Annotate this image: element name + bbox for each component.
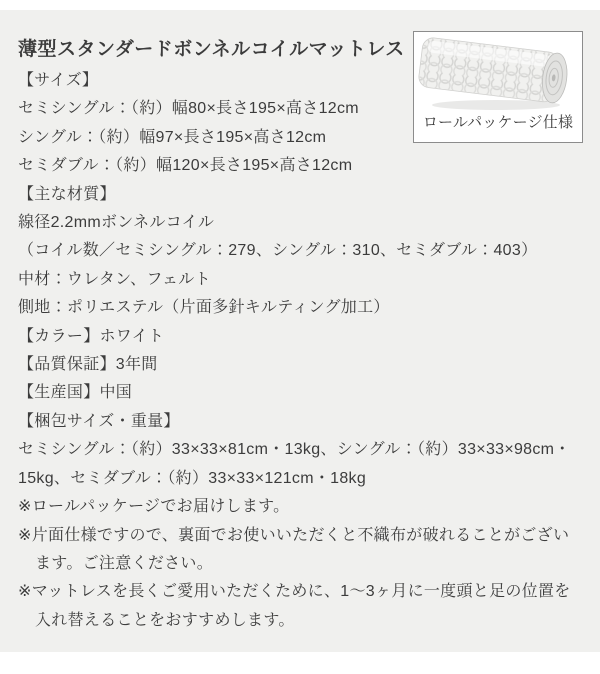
product-title: 薄型スタンダードボンネルコイルマットレス	[18, 39, 405, 60]
spec-line-material-header: 【主な材質】	[18, 185, 116, 203]
spec-line-size-semisingle: セミシングル：（約）幅80×長さ195×高さ12cm	[18, 100, 359, 118]
spec-line-coil: 線径2.2mmボンネルコイル	[18, 214, 215, 232]
spec-line-cover: 側地：ポリエステル（片面多針キルティング加工）	[18, 299, 390, 317]
roll-package-image-box	[413, 31, 583, 143]
roll-package-caption: ロールパッケージ仕様	[422, 114, 574, 131]
spec-line-coil-count: （コイル数／セミシングル：279、シングル：310、セミダブル：403）	[18, 242, 538, 260]
spec-line-country: 【生産国】中国	[18, 384, 133, 402]
note-roll-package: ※ロールパッケージでお届けします。	[18, 498, 290, 516]
spec-line-size-header: 【サイズ】	[18, 72, 99, 89]
spec-line-size-single: シングル：（約）幅97×長さ195×高さ12cm	[18, 128, 327, 146]
spec-line-size-semidouble: セミダブル：（約）幅120×長さ195×高さ12cm	[18, 157, 353, 175]
rolled-mattress-image	[414, 32, 582, 114]
spec-line-package-header: 【梱包サイズ・重量】	[18, 412, 180, 430]
spec-line-package-sizes: セミシングル：（約）33×33×81cm・13kg、シングル：（約）33×33×98cm・15kg、セミダブル：（約）33×33×121cm・18kg	[18, 441, 571, 487]
note-rotation-advice: ※マットレスを長くご愛用いただくために、1～3ヶ月に一度頭と足の位置を入れ替えることをおすすめします。	[18, 583, 571, 629]
note-single-side: ※片面仕様ですので、裏面でお使いいただくと不織布が破れることがございます。ご注意ください。	[18, 526, 570, 572]
spec-line-filling: 中材：ウレタン、フェルト	[18, 270, 211, 288]
spec-line-warranty: 【品質保証】3年間	[18, 356, 158, 374]
spec-line-color: 【カラー】ホワイト	[18, 327, 165, 345]
product-spec-panel	[0, 10, 600, 652]
